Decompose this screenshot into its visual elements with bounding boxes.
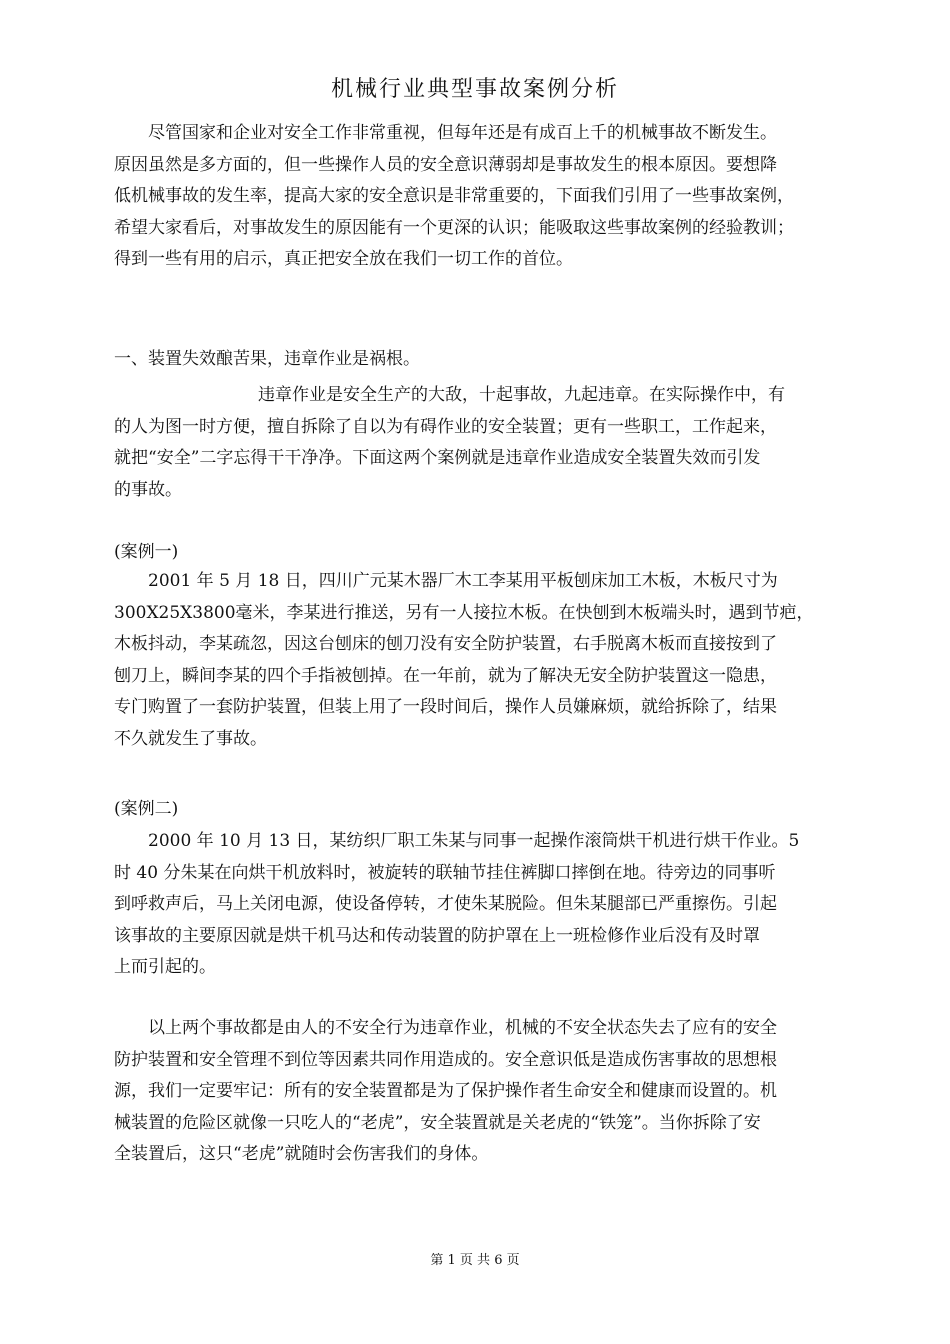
intro-line: 低机械事故的发生率，提高大家的安全意识是非常重要的，下面我们引用了一些事故案例， xyxy=(114,186,794,206)
case1-line: 专门购置了一套防护装置，但装上用了一段时间后，操作人员嫌麻烦，就给拆除了，结果 xyxy=(114,697,777,717)
intro-line: 希望大家看后，对事故发生的原因能有一个更深的认识；能吸取这些事故案例的经验教训； xyxy=(114,217,794,238)
summary-line: 以上两个事故都是由人的不安全行为违章作业，机械的不安全状态失去了应有的安全 xyxy=(148,1018,777,1038)
case1-line: 2001 年 5 月 18 日，四川广元某木器厂木工李某用平板刨床加工木板，木板尺寸为 xyxy=(148,571,778,591)
summary-line: 械装置的危险区就像一只吃人的“老虎”，安全装置就是关老虎的“铁笼”。当你拆除了安 xyxy=(114,1112,761,1133)
case1-line: 木板抖动，李某疏忽，因这台刨床的刨刀没有安全防护装置，右手脱离木板而直接按到了 xyxy=(114,634,777,654)
intro-line: 得到一些有用的启示，真正把安全放在我们一切工作的首位。 xyxy=(114,249,573,269)
intro-paragraph xyxy=(114,118,884,276)
case2-line: 时 40 分朱某在向烘干机放料时，被旋转的联轴节挂住裤脚口摔倒在地。待旁边的同事听 xyxy=(114,862,776,883)
case1-line: 不久就发生了事故。 xyxy=(114,728,267,749)
case2-line: 上而引起的。 xyxy=(114,957,216,977)
section1-line: 的人为图一时方便，擅自拆除了自以为有碍作业的安全装置；更有一些职工，工作起来， xyxy=(114,416,777,437)
section-heading: 一、装置失效酿苦果，违章作业是祸根。 xyxy=(114,349,420,369)
case1-paragraph xyxy=(114,566,884,755)
case2-line: 该事故的主要原因就是烘干机马达和传动装置的防护罩在上一班检修作业后没有及时罩 xyxy=(114,925,760,946)
section1-paragraph xyxy=(114,380,884,506)
case1-label: (案例一) xyxy=(114,542,179,562)
case1-line: 刨刀上，瞬间李某的四个手指被刨掉。在一年前，就为了解决无安全防护装置这一隐患， xyxy=(114,665,777,686)
intro-line: 原因虽然是多方面的，但一些操作人员的安全意识薄弱却是事故发生的根本原因。要想降 xyxy=(114,154,777,175)
summary-line: 全装置后，这只“老虎”就随时会伤害我们的身体。 xyxy=(114,1144,489,1164)
case1-line: 300X25X3800毫米，李某进行推送，另有一人接拉木板。在快刨到木板端头时，遇到节疤， xyxy=(114,602,814,623)
case2-label: (案例二) xyxy=(114,799,179,819)
case2-paragraph xyxy=(114,826,884,984)
document-title: 机械行业典型事故案例分析 xyxy=(330,77,619,102)
section1-line: 违章作业是安全生产的大敌，十起事故，九起违章。在实际操作中，有 xyxy=(258,385,785,405)
case2-line: 到呼救声后，马上关闭电源，使设备停转，才使朱某脱险。但朱某腿部已严重擦伤。引起 xyxy=(114,894,777,914)
case2-line: 2000 年 10 月 13 日，某纺织厂职工朱某与同事一起操作滚筒烘干机进行烘干作业。5 xyxy=(148,831,800,851)
summary-line: 源，我们一定要牢记：所有的安全装置都是为了保护操作者生命安全和健康而设置的。机 xyxy=(114,1081,777,1101)
intro-line: 尽管国家和企业对安全工作非常重视，但每年还是有成百上千的机械事故不断发生。 xyxy=(148,123,777,143)
summary-paragraph xyxy=(114,1013,884,1171)
summary-line: 防护装置和安全管理不到位等因素共同作用造成的。安全意识低是造成伤害事故的思想根 xyxy=(114,1049,777,1070)
section1-line: 的事故。 xyxy=(114,479,182,500)
page-footer: 第 1 页 共 6 页 xyxy=(430,1253,520,1268)
section1-line: 就把“安全”二字忘得干干净净。下面这两个案例就是违章作业造成安全装置失效而引发 xyxy=(114,448,761,468)
